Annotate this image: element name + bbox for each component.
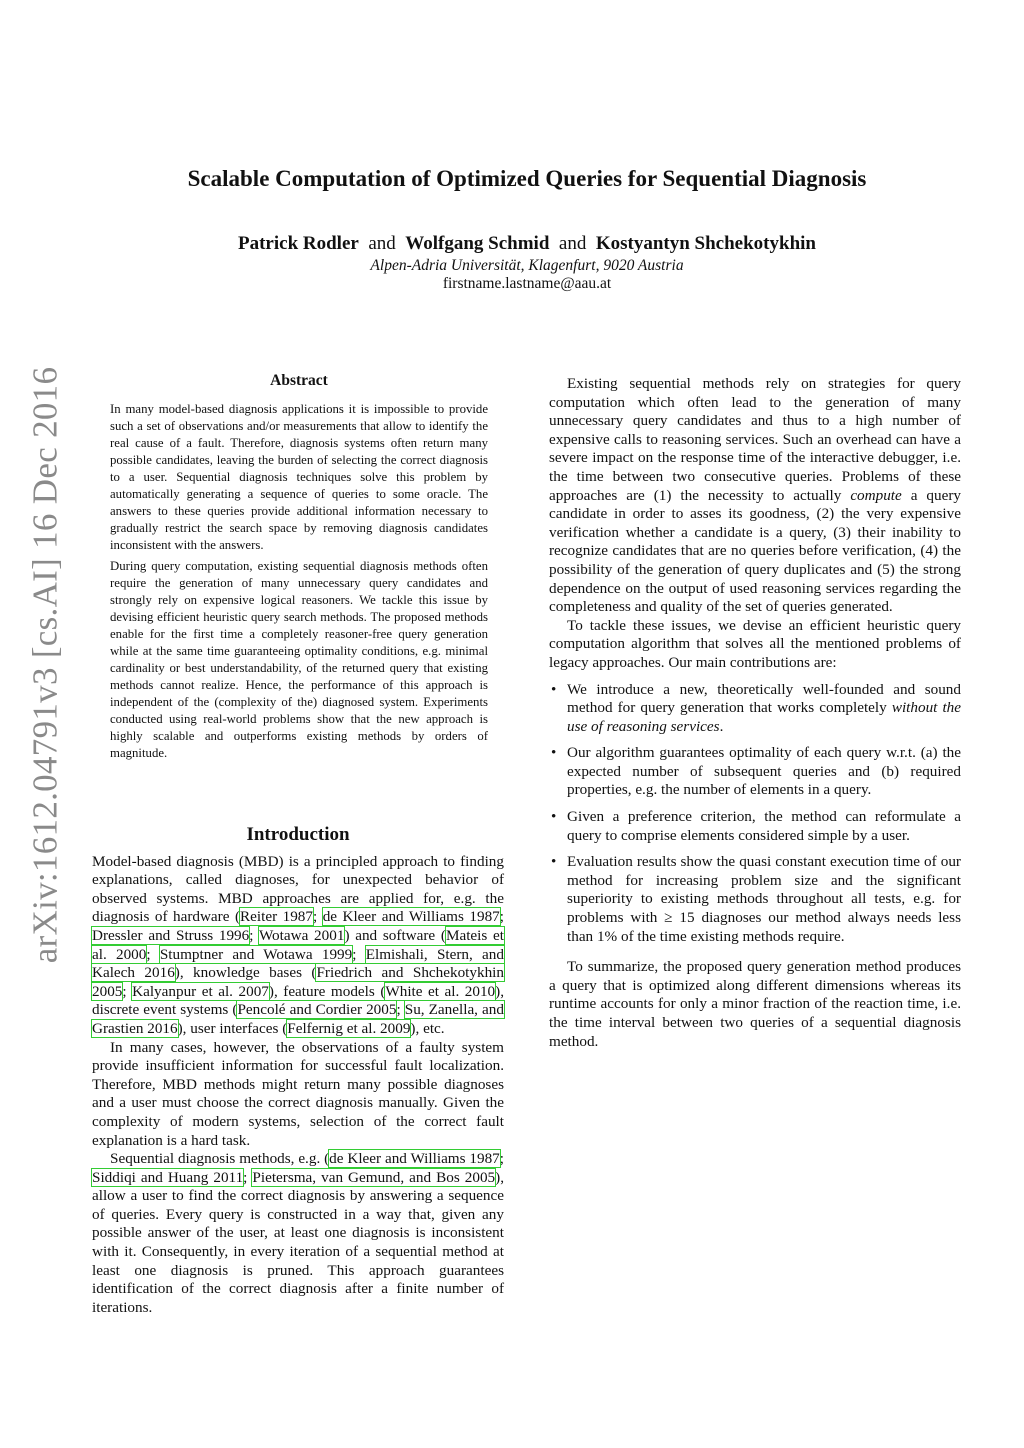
citation-link[interactable]: de Kleer and Williams 1987 (329, 1150, 500, 1168)
paper-title: Scalable Computation of Optimized Queries for Sequential Diagnosis (187, 166, 867, 191)
citation-link[interactable]: Reiter 1987 (240, 908, 313, 926)
citation-link[interactable]: Pietersma, van Gemund, and Bos 2005 (252, 1168, 496, 1186)
author-separator: and (558, 233, 587, 254)
citation-link[interactable]: Wotawa 2001 (258, 926, 345, 944)
contributions-list (549, 681, 961, 947)
citation-link[interactable]: Pencolé and Cordier 2005 (237, 1001, 397, 1019)
body-text: ), knowledge bases ( (174, 964, 317, 982)
citation-link[interactable]: White et al. 2010 (385, 982, 496, 1000)
body-text: ) and software ( (344, 926, 446, 944)
citation-link[interactable]: Stumptner and Wotawa 1999 (159, 945, 353, 963)
author-name: Wolfgang Schmid (405, 233, 550, 254)
citation-link[interactable]: Friedrich and Shchekotykhin 2005 (92, 964, 504, 1000)
author-email: firstname.lastname@aau.at (442, 275, 612, 292)
citation-link[interactable]: Elmishali, Stern, and Kalech 2016 (92, 945, 504, 982)
list-item (567, 681, 961, 737)
citation-link[interactable]: Kalyanpur et al. 2007 (132, 982, 269, 1000)
author-name: Patrick Rodler (238, 233, 359, 254)
citation-link[interactable]: Mateis et al. 2000 (92, 926, 504, 963)
body-text: ), user interfaces ( (177, 1019, 288, 1037)
body-text: ), allow a user to find the correct diagnosis by answering a sequence of queries. Every query is constructed in a way that, given any possible answer of the user, at least one diagnosis is inconsistent with it. Consequently, in every iteration of a sequential method at least one diagnosis is pruned. This approach guarantees identification of the correct diagnosis after a finite number of iterations. (92, 1168, 504, 1316)
citation-link[interactable]: de Kleer and Williams 1987 (322, 908, 500, 926)
author-name: Kostyantyn Shchekotykhin (595, 233, 816, 254)
body-text: ), etc. (410, 1019, 445, 1037)
author-separator: and (368, 233, 396, 254)
abstract-heading: Abstract (270, 372, 328, 389)
body-text: Model-based diagnosis (MBD) is a principled approach to finding explanations, called diagnoses, for unexpected behavior of observed systems. MBD approaches are applied for, e.g. the diagnosis of hardware ( (92, 852, 504, 926)
abstract-paragraph: During query computation, existing sequential diagnosis methods often require the generation of many unnecessary query candidates and strongly rely on expensive logical reasoners. We tackle this issue by devising efficient heuristic query search methods. The proposed methods enable for the first time a completely reasoner-free query generation while at the same time guaranteeing optimality conditions, e.g. minimal cardinality or best understandability, of the returned query that existing methods cannot realize. Hence, the performance of this approach is independent of the (complexity of the) diagnosed system. Experiments conducted using real-world problems show that the new approach is highly scalable and outperforms existing methods by orders of magnitude. (110, 559, 488, 760)
body-paragraph (549, 375, 961, 617)
body-paragraph: In many cases, however, the observations of a faulty system provide insufficient information for successful fault localization. Therefore, MBD methods might return many possible diagnoses and a user must choose the correct diagnosis manually. Given the complexity of modern systems, selection of the correct fault explanation is a hard task. (92, 1038, 504, 1149)
right-column (549, 375, 961, 1051)
citation-link[interactable]: Dressler and Struss 1996 (92, 926, 250, 944)
body-text: Existing sequential methods rely on strategies for query computation which often lead to the generation of many unnecessary query candidates and thus to a high number of expensive calls to reasoning services. Such an overhead can have a severe impact on the response time of the interactive debugger, i.e. the time between two consecutive queries. Problems of these approaches are (1) the necessity to actually (549, 375, 961, 504)
abstract-paragraph: In many model-based diagnosis applications it is impossible to provide such a set of observations and/or measurements that allow to identify the real cause of a fault. Therefore, diagnosis systems often return many possible candidates, leaving the burden of selecting the correct diagnosis to a user. Sequential diagnosis techniques solve this problem by automatically generating a sequence of queries to some oracle. The answers to these queries provide additional information necessary to gradually restrict the search space by removing diagnosis candidates inconsistent with the answers. (110, 402, 488, 552)
body-text: . (719, 717, 724, 735)
body-text: ), discrete event systems ( (92, 982, 505, 1019)
citation-link[interactable]: Su, Zanella, and Grastien 2016 (92, 1001, 504, 1037)
list-item: • Our algorithm guarantees optimality of each query w.r.t. (a) the expected number of subsequent queries and (b) required properties, e.g. the number of elements in a query. (567, 744, 961, 800)
emphasis-text: without the use of reasoning services (567, 699, 962, 735)
body-text: We introduce a new, theoretically well-founded and sound method for query generation that works completely (567, 680, 961, 717)
citation-link[interactable]: Felfernig et al. 2009 (287, 1019, 411, 1037)
body-paragraph: To tackle these issues, we devise an efficient heuristic query computation algorithm that solves all the mentioned problems of legacy approaches. Our main contributions are: (549, 616, 961, 671)
citation-link[interactable]: Siddiqi and Huang 2011 (92, 1168, 244, 1186)
body-text: Sequential diagnosis methods, e.g. ( (110, 1150, 330, 1168)
list-item: • Evaluation results show the quasi constant execution time of our method for increasing problem size and the significant superiority to existing methods throughout all tests, e.g. for problems with ≥ 15 diagnoses our method always needs less than 1% of the time existing methods require. (567, 853, 961, 946)
arxiv-stamp-text: arXiv:1612.04791v3 [cs.AI] 16 Dec 2016 (25, 366, 64, 964)
introduction-heading: Introduction (246, 824, 350, 845)
body-paragraph: Model-based diagnosis (MBD) is a principled approach to finding explanations, called diagnoses, for unexpected behavior of observed systems. MBD approaches are applied for, e.g. the diagnosis of hardware (Reiter 1987; de Kleer and Williams 1987; Dressler and Struss 1996; Wotawa 2001) and software (Mateis et al. 2000; Stumptner and Wotawa 1999; Elmishali, Stern, and Kalech 2016), knowledge bases (Friedrich and Shchekotykhin 2005; Kalyanpur et al. 2007), feature models (White et al. 2010), discrete event systems (Pencolé and Cordier 2005; Su, Zanella, and Grastien 2016), user interfaces (Felfernig et al. 2009), etc. (92, 852, 505, 1037)
abstract-section (110, 372, 488, 766)
emphasis-text: compute (850, 486, 902, 504)
affiliation: Alpen-Adria Universität, Klagenfurt, 9020 Austria (370, 257, 684, 274)
body-text: a query candidate in order to asses its goodness, (2) the very expensive verification whether a candidate is a query, (3) their inability to recognize candidates that are no queries before verification, (4) the possibility of the generation of query duplicates and (5) the strong dependence on the output of used reasoning services regarding the completeness and quality of the set of queries generated. (549, 486, 961, 616)
arxiv-stamp (10, 250, 80, 1080)
introduction-section (92, 826, 504, 1317)
author-list (90, 233, 964, 255)
body-paragraph: To summarize, the proposed query generation method produces a query that is optimized along different dimensions whereas its runtime accounts for only a minor fraction of the reaction time, i.e. the time interval between two queries of a sequential diagnosis method. (549, 958, 961, 1050)
body-paragraph: Sequential diagnosis methods, e.g. (de Kleer and Williams 1987; Siddiqi and Huang 2011; Pietersma, van Gemund, and Bos 2005), allow a user to find the correct diagnosis by answering a sequence of queries. Every query is constructed in a way that, given any possible answer of the user, at least one diagnosis is inconsistent with it. Consequently, in every iteration of a sequential method at least one diagnosis is pruned. This approach guarantees identification of the correct diagnosis after a finite number of iterations. (92, 1150, 504, 1316)
list-item: • Given a preference criterion, the method can reformulate a query to comprise elements considered simple by a user. (567, 808, 961, 845)
body-text: ), feature models ( (268, 982, 386, 1000)
